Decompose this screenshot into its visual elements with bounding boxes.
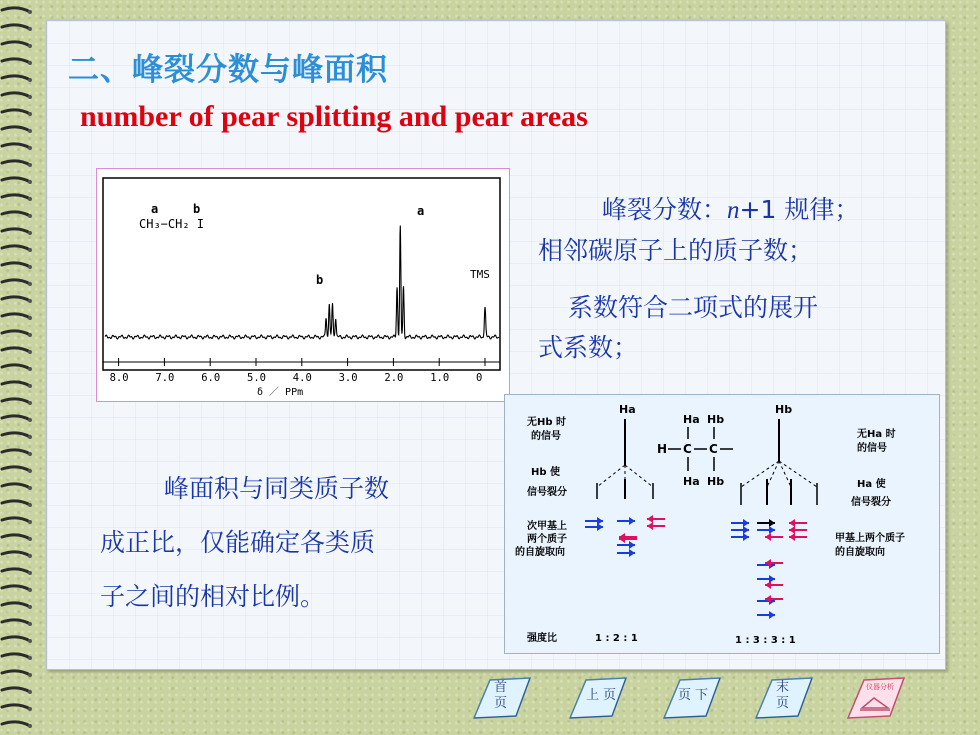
svg-text:Ha: Ha xyxy=(683,475,700,488)
hb-signal-label: Hb xyxy=(775,403,793,416)
peak-label-tms: TMS xyxy=(470,268,490,281)
slide-subtitle: number of pear splitting and pear areas xyxy=(80,100,588,133)
svg-text:两个质子: 两个质子 xyxy=(527,534,567,545)
x-tick-label: 3.0 xyxy=(338,372,358,384)
svg-text:的信号: 的信号 xyxy=(531,431,561,442)
x-axis-label: δ ／ PPm xyxy=(257,387,304,398)
structure-label-b: b xyxy=(193,202,201,216)
x-tick-label: 6.0 xyxy=(201,372,221,384)
binomial-text: 系数符合二项式的展开 式系数； xyxy=(538,293,819,362)
ha-signal-label: Ha xyxy=(619,403,636,416)
peak-label-b: b xyxy=(316,273,324,287)
svg-text:甲基上两个质子: 甲基上两个质子 xyxy=(835,533,905,544)
x-tick-label: 7.0 xyxy=(155,372,175,384)
x-tick-label: 5.0 xyxy=(247,372,266,384)
peak-area-text: 峰面积与同类质子数 成正比，仅能确定各类质 子之间的相对比例。 xyxy=(100,474,390,611)
intensity-label: 强度比 xyxy=(527,633,557,644)
svg-text:Ha: Ha xyxy=(683,413,700,426)
svg-text:无Ha 时: 无Ha 时 xyxy=(857,429,896,440)
svg-text:Ha 使: Ha 使 xyxy=(857,479,886,490)
x-tick-label: 4.0 xyxy=(292,372,312,384)
peak-label-a: a xyxy=(417,204,425,218)
svg-text:的信号: 的信号 xyxy=(857,443,887,454)
svg-text:Hb: Hb xyxy=(707,413,725,426)
svg-text:信号裂分: 信号裂分 xyxy=(527,487,567,498)
svg-text:无Hb 时: 无Hb 时 xyxy=(527,417,567,428)
x-tick-label: 8.0 xyxy=(109,372,129,384)
svg-text:信号裂分: 信号裂分 xyxy=(851,497,891,508)
x-tick-label: 0 xyxy=(476,372,483,384)
svg-text:次甲基上: 次甲基上 xyxy=(527,521,567,532)
nmr-spectrum xyxy=(96,168,510,402)
ratio-right: 1 : 3 : 3 : 1 xyxy=(735,635,796,646)
notebook-binding xyxy=(0,0,34,735)
svg-text:C: C xyxy=(709,442,718,456)
instrument-analysis-logo-icon xyxy=(844,672,908,724)
spin-splitting-diagram xyxy=(504,394,940,654)
svg-text:Hb: Hb xyxy=(707,475,725,488)
structure-label-a: a xyxy=(151,202,159,216)
slide-title: 二、峰裂分数与峰面积 xyxy=(68,52,388,88)
ratio-left: 1 : 2 : 1 xyxy=(595,633,638,644)
svg-text:H: H xyxy=(657,442,668,456)
structure-formula: CH₃−CH₂ I xyxy=(139,217,205,231)
splitting-rule-text: 峰裂分数：n+1 规律； 相邻碳原子上的质子数； xyxy=(538,195,860,265)
svg-text:C: C xyxy=(683,442,692,456)
svg-text:的自旋取向: 的自旋取向 xyxy=(515,547,565,558)
x-tick-label: 1.0 xyxy=(430,372,450,384)
svg-text:Hb 使: Hb 使 xyxy=(531,467,561,478)
svg-text:的自旋取向: 的自旋取向 xyxy=(835,547,885,558)
x-tick-label: 2.0 xyxy=(384,372,404,384)
